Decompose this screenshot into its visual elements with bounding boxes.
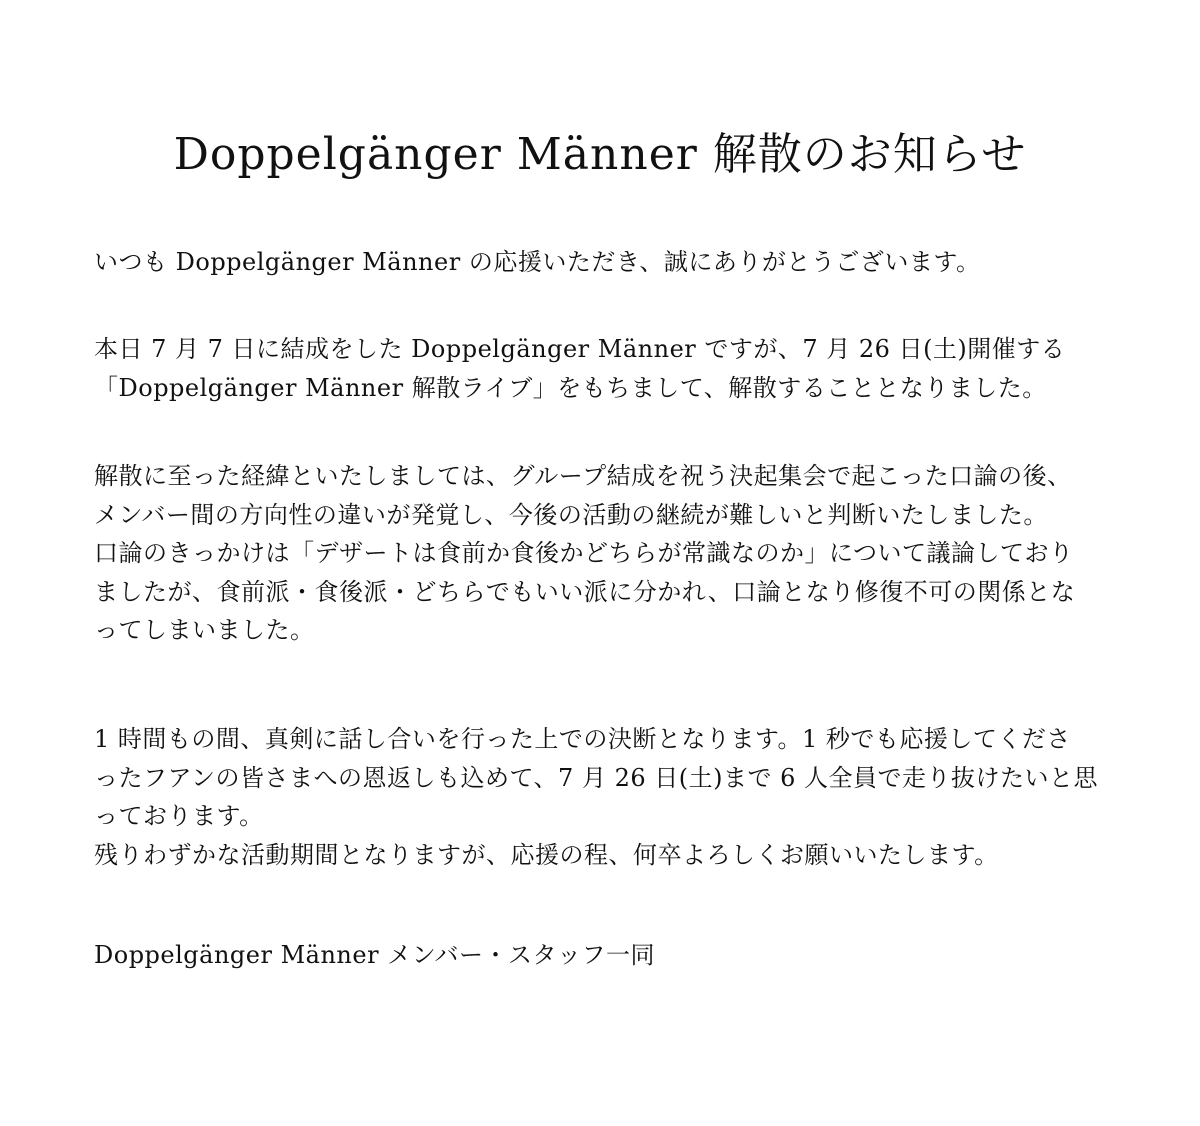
paragraph-line: 残りわずかな活動期間となりますが、応援の程、何卒よろしくお願いいたします。 xyxy=(94,840,999,869)
paragraph-line: メンバー間の方向性の違いが発覚し、今後の活動の継続が難しいと判断いたしました。 xyxy=(94,500,1048,529)
paragraph-line: っております。 xyxy=(94,802,264,830)
announcement-paragraph xyxy=(94,330,1134,407)
signature-block xyxy=(94,936,1134,975)
paragraph-line: 口論のきっかけは「デザートは食前か食後かどちらが常識なのか」について議論しており xyxy=(94,539,1074,567)
page-title: Doppelgänger Männer 解散のお知らせ xyxy=(173,129,1027,180)
paragraph-line: ったフアンの皆さまへの恩返しも込めて、7 月 26 日(土)まで 6 人全員で走り抜けたいと思 xyxy=(94,763,1099,792)
paragraph-line: ってしまいました。 xyxy=(94,616,315,644)
paragraph-line: 「Doppelgänger Männer 解散ライブ」をもちまして、解散することとなりました。 xyxy=(94,373,1047,402)
paragraph-line: ましたが、食前派・食後派・どちらでもいい派に分かれ、口論となり修復不可の関係とな xyxy=(94,577,1076,606)
greeting-paragraph xyxy=(94,243,1134,282)
reason-paragraph xyxy=(94,457,1134,650)
paragraph-line: 本日 7 月 7 日に結成をした Doppelgänger Männer ですが、7 月 26 日(土)開催する xyxy=(94,335,1066,363)
closing-paragraph xyxy=(94,720,1134,874)
paragraph-line: 1 時間もの間、真剣に話し合いを行った上での決断となります。1 秒でも応援してくださ xyxy=(94,725,1071,753)
paragraph-line: 解散に至った経緯といたしましては、グループ結成を祝う決起集会で起こった口論の後、 xyxy=(94,462,1072,490)
greeting-line: いつも Doppelgänger Männer の応援いただき、誠にありがとうございます。 xyxy=(94,248,981,276)
signature: Doppelgänger Männer メンバー・スタッフ一同 xyxy=(94,941,656,969)
